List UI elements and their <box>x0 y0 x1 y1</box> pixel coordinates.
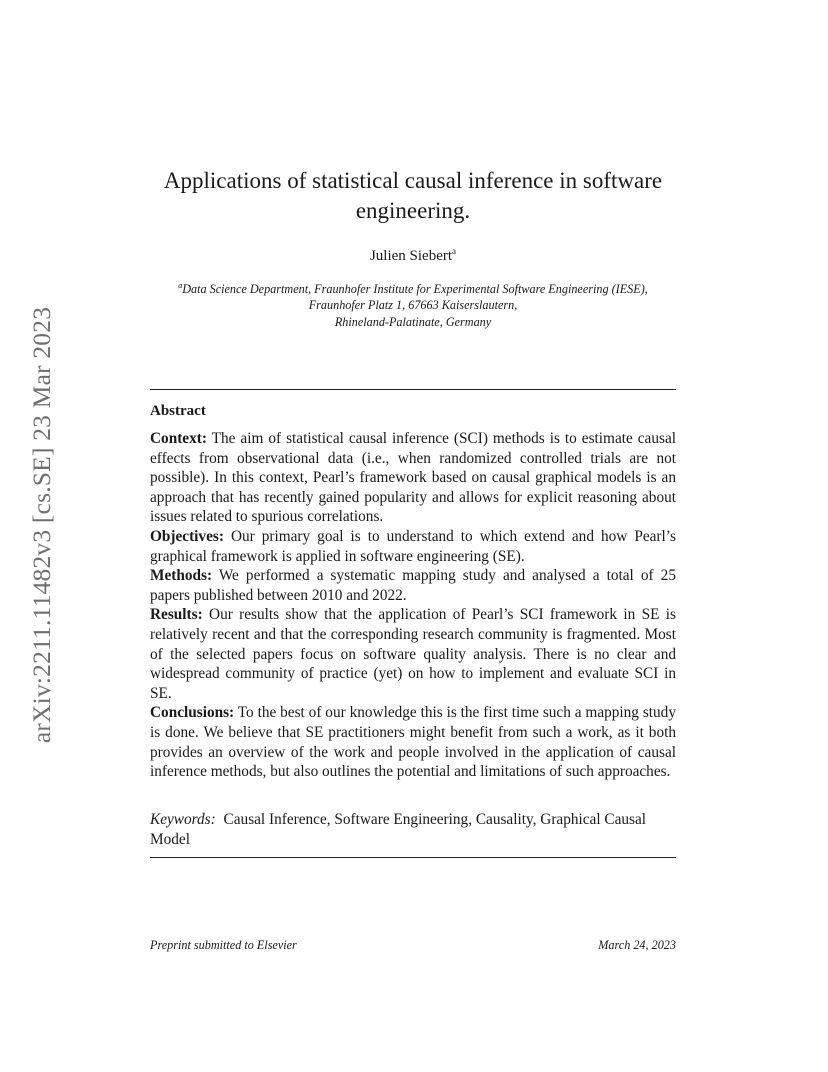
abstract-objectives-label: Objectives: <box>150 527 224 545</box>
footer-date: March 24, 2023 <box>598 938 676 952</box>
author-line <box>150 246 676 265</box>
footer-preprint-note: Preprint submitted to Elsevier <box>150 938 297 952</box>
affiliation-line-3: Rhineland-Palatinate, Germany <box>334 314 492 329</box>
abstract-objectives-text: Our primary goal is to understand to which extend and how Pearl’s graphical framework is applied in software engineering (SE). <box>150 527 676 565</box>
abstract-conclusions <box>150 703 676 781</box>
author-name: Julien Siebert <box>369 248 453 264</box>
abstract-results-text: Our results show that the application of Pearl’s SCI framework in SE is relatively recent and that the corresponding research community is fragmented. Most of the selected papers focus on software quality analysis. There is no clear and widespread community of practice (yet) on how to implement and evaluate SCI in SE. <box>150 606 676 702</box>
bottom-rule <box>150 857 676 858</box>
abstract-context-text: The aim of statistical causal inference (SCI) methods is to estimate causal effects from observational data (i.e., when randomized controlled trials are not possible). In this context, Pearl’s framework based on causal graphical models is an approach that has recently gained popularity and allows for explicit reasoning about issues related to spurious correlations. <box>150 430 676 526</box>
abstract-results <box>150 605 676 703</box>
paper-title: Applications of statistical causal inference in software engineering. <box>163 168 663 223</box>
affiliation-line-1: Data Science Department, Fraunhofer Institute for Experimental Software Engineering (IESE), <box>182 282 648 297</box>
abstract-context-label: Context: <box>150 430 207 447</box>
affiliation-line-2: Fraunhofer Platz 1, 67663 Kaiserslautern, <box>308 298 518 313</box>
abstract-methods-text: We performed a systematic mapping study and analysed a total of 25 papers published between 2010 and 2022. <box>150 567 676 604</box>
affiliation-mark: a <box>178 281 183 290</box>
keywords <box>150 810 676 849</box>
abstract-methods <box>150 566 676 605</box>
keywords-text: Causal Inference, Software Engineering, Causality, Graphical Causal Model <box>150 811 647 848</box>
affiliation <box>150 278 676 330</box>
keywords-label: Keywords: <box>150 811 216 828</box>
abstract-conclusions-text: To the best of our knowledge this is the first time such a mapping study is done. We believe that SE practitioners might benefit from such a work, as it both provides an overview of the work and people involved in the application of causal inference methods, but also outlines the potential and limitations of such approaches. <box>150 704 676 781</box>
top-rule <box>150 389 676 390</box>
arxiv-identifier-text: arXiv:2211.11482v3 [cs.SE] 23 Mar 2023 <box>27 306 57 744</box>
arxiv-identifier <box>20 290 64 760</box>
abstract-results-label: Results: <box>150 606 203 624</box>
abstract-body <box>150 429 676 782</box>
abstract-context <box>150 429 676 527</box>
abstract-heading: Abstract <box>150 403 206 419</box>
abstract-methods-label: Methods: <box>150 567 213 585</box>
abstract-objectives <box>150 527 676 566</box>
abstract-conclusions-label: Conclusions: <box>150 704 235 722</box>
author-affiliation-mark: a <box>452 246 457 256</box>
